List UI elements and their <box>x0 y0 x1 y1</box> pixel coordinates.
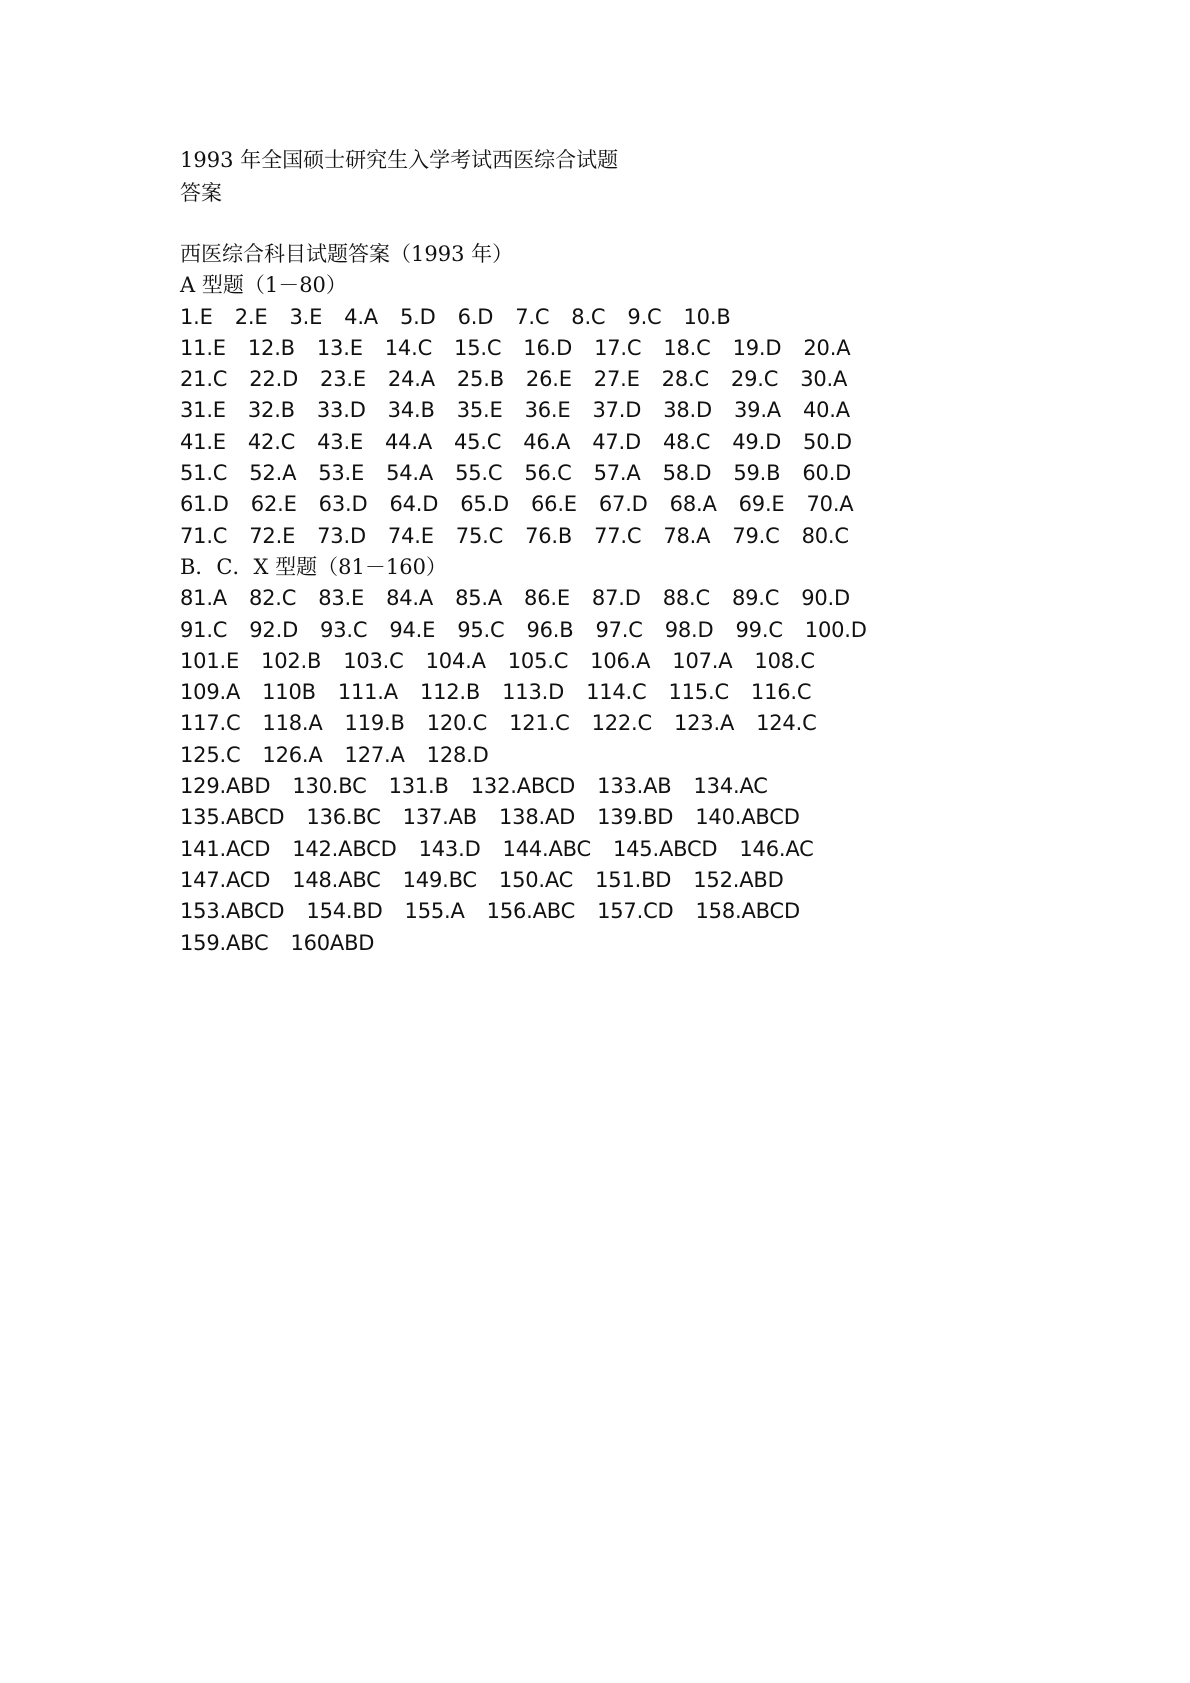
document-content <box>180 144 1080 959</box>
answer-item: 86.E <box>524 586 570 611</box>
answer-item: 30.A <box>800 367 848 392</box>
answer-item: 49.D <box>732 429 782 454</box>
answer-item: 133.AB <box>597 774 672 799</box>
answer-item: 91.C <box>180 617 228 642</box>
answer-item: 142.ABCD <box>292 836 397 861</box>
answer-item: 101.E <box>180 648 240 673</box>
answer-item: 12.B <box>247 335 295 360</box>
answer-item: 62.E <box>250 492 297 517</box>
answer-item: 131.B <box>388 774 449 799</box>
answer-item: 107.A <box>672 648 733 673</box>
answer-item: 94.E <box>389 617 436 642</box>
answer-item: 84.A <box>386 586 434 611</box>
answer-item: 83.E <box>318 586 365 611</box>
answer-item: 29.C <box>730 367 779 392</box>
answer-item: 36.E <box>524 398 571 423</box>
answer-item: 159.ABC <box>180 930 269 955</box>
section-a-answers <box>180 302 1080 552</box>
answer-item: 87.D <box>591 586 641 611</box>
answer-item: 50.D <box>803 429 852 454</box>
answer-item: 113.D <box>502 680 565 705</box>
answer-item: 3.E <box>289 304 323 329</box>
answer-item: 151.BD <box>595 867 672 892</box>
answer-item: 93.C <box>320 617 368 642</box>
answer-key-subtitle: 西医综合科目试题答案（1993 年） <box>180 242 514 266</box>
answer-item: 8.C <box>571 304 606 329</box>
answer-item: 14.C <box>384 335 433 360</box>
answer-item: 78.A <box>663 523 711 548</box>
answer-item: 108.C <box>754 648 815 673</box>
answer-item: 72.E <box>249 523 296 548</box>
document-title: 1993 年全国硕士研究生入学考试西医综合试题 <box>180 148 619 172</box>
answer-item: 32.B <box>247 398 295 423</box>
answer-item: 158.ABCD <box>695 899 800 924</box>
answer-item: 134.AC <box>693 774 768 799</box>
answer-item: 48.C <box>663 429 711 454</box>
answer-item: 140.ABCD <box>695 805 800 830</box>
answer-item: 121.C <box>509 711 570 736</box>
answer-item: 65.D <box>460 492 509 517</box>
answer-item: 137.AB <box>402 805 478 830</box>
answer-item: 16.D <box>523 335 573 360</box>
answer-item: 10.B <box>683 304 731 329</box>
answer-item: 57.A <box>593 461 641 486</box>
answer-item: 59.B <box>733 461 781 486</box>
answer-item: 119.B <box>344 711 405 736</box>
answer-item: 127.A <box>344 742 405 767</box>
answer-item: 109.A <box>180 680 241 705</box>
answer-item: 149.BC <box>402 867 477 892</box>
answer-item: 76.B <box>525 523 573 548</box>
section-bcx-answers <box>180 583 1080 959</box>
answer-item: 150.AC <box>498 867 574 892</box>
answer-item: 55.C <box>455 461 503 486</box>
answer-item: 132.ABCD <box>470 774 576 799</box>
answer-item: 92.D <box>249 617 299 642</box>
answer-item: 41.E <box>180 429 226 454</box>
answer-row <box>180 302 1080 333</box>
answer-item: 52.A <box>249 461 297 486</box>
answer-item: 27.E <box>593 367 640 392</box>
answer-item: 6.D <box>457 304 494 329</box>
answer-item: 42.C <box>247 429 296 454</box>
answer-item: 129.ABD <box>180 774 271 799</box>
answer-row <box>180 489 1080 520</box>
answer-item: 114.C <box>586 680 647 705</box>
answer-item: 77.C <box>594 523 642 548</box>
answer-item: 38.D <box>663 398 712 423</box>
answer-item: 135.ABCD <box>180 805 285 830</box>
answer-item: 11.E <box>180 335 226 360</box>
answer-row <box>180 771 1080 802</box>
answer-item: 4.A <box>344 304 378 329</box>
answer-item: 116.C <box>750 680 812 705</box>
answer-item: 61.D <box>180 492 229 517</box>
answer-item: 68.A <box>669 492 717 517</box>
answer-item: 126.A <box>262 742 323 767</box>
answer-item: 106.A <box>590 648 651 673</box>
answer-item: 51.C <box>180 461 228 486</box>
answer-item: 80.C <box>801 523 849 548</box>
answer-item: 95.C <box>457 617 505 642</box>
answer-item: 20.A <box>803 335 851 360</box>
answer-item: 66.E <box>531 492 577 517</box>
answer-row <box>180 395 1080 426</box>
answer-item: 64.D <box>389 492 439 517</box>
answer-item: 100.D <box>804 617 867 642</box>
answer-item: 89.C <box>731 586 780 611</box>
answer-item: 152.ABD <box>693 867 784 892</box>
answer-item: 44.A <box>385 429 432 454</box>
document-title-line2: 答案 <box>180 181 222 205</box>
answer-row <box>180 521 1080 552</box>
answer-item: 139.BD <box>597 805 674 830</box>
answer-item: 148.ABC <box>292 867 381 892</box>
answer-item: 97.C <box>595 617 643 642</box>
answer-row <box>180 928 1080 959</box>
answer-item: 147.ACD <box>180 867 271 892</box>
answer-item: 21.C <box>180 367 228 392</box>
answer-item: 33.D <box>316 398 366 423</box>
answer-row <box>180 333 1080 364</box>
answer-item: 153.ABCD <box>180 899 285 924</box>
spacer <box>180 210 1080 239</box>
answer-item: 115.C <box>668 680 729 705</box>
answer-item: 45.C <box>453 429 502 454</box>
answer-item: 39.A <box>734 398 781 423</box>
answer-item: 122.C <box>591 711 652 736</box>
answer-item: 5.D <box>399 304 436 329</box>
answer-item: 74.E <box>387 523 434 548</box>
answer-item: 46.A <box>523 429 571 454</box>
answer-item: 136.BC <box>306 805 381 830</box>
answer-row <box>180 646 1080 677</box>
answer-item: 102.B <box>261 648 322 673</box>
answer-row <box>180 865 1080 896</box>
answer-item: 90.D <box>801 586 851 611</box>
answer-item: 13.E <box>316 335 363 360</box>
section-bcx-heading: B．C．X 型题（81－160） <box>180 554 447 579</box>
answer-item: 124.C <box>756 711 817 736</box>
answer-item: 15.C <box>454 335 502 360</box>
answer-item: 82.C <box>248 586 297 611</box>
answer-item: 144.ABC <box>502 836 591 861</box>
answer-item: 145.ABCD <box>612 836 718 861</box>
answer-row <box>180 677 1080 708</box>
answer-item: 31.E <box>180 398 226 423</box>
answer-item: 117.C <box>180 711 241 736</box>
answer-row <box>180 427 1080 458</box>
answer-item: 2.E <box>234 304 268 329</box>
answer-item: 79.C <box>732 523 780 548</box>
answer-item: 112.B <box>419 680 481 705</box>
answer-item: 9.C <box>627 304 662 329</box>
answer-item: 17.C <box>594 335 642 360</box>
answer-item: 19.D <box>732 335 782 360</box>
answer-row <box>180 802 1080 833</box>
answer-item: 99.C <box>735 617 783 642</box>
answer-item: 69.E <box>738 492 785 517</box>
answer-row <box>180 834 1080 865</box>
answer-item: 40.A <box>802 398 850 423</box>
answer-item: 104.A <box>425 648 486 673</box>
answer-item: 103.C <box>343 648 404 673</box>
answer-item: 146.AC <box>739 836 814 861</box>
answer-item: 125.C <box>180 742 241 767</box>
answer-item: 28.C <box>661 367 709 392</box>
answer-row <box>180 364 1080 395</box>
answer-item: 34.B <box>387 398 435 423</box>
answer-item: 26.E <box>525 367 572 392</box>
answer-item: 60.D <box>802 461 852 486</box>
answer-row <box>180 740 1080 771</box>
answer-item: 47.D <box>592 429 641 454</box>
answer-item: 128.D <box>426 742 489 767</box>
answer-item: 96.B <box>526 617 574 642</box>
answer-item: 37.D <box>592 398 642 423</box>
answer-item: 63.D <box>318 492 368 517</box>
answer-item: 157.CD <box>597 899 674 924</box>
answer-item: 81.A <box>180 586 227 611</box>
answer-item: 70.A <box>806 492 854 517</box>
section-a-heading: A 型题（1－80） <box>180 273 347 298</box>
answer-item: 73.D <box>317 523 366 548</box>
answer-item: 43.E <box>317 429 364 454</box>
answer-item: 7.C <box>515 304 550 329</box>
answer-item: 67.D <box>598 492 648 517</box>
answer-item: 54.A <box>386 461 434 486</box>
answer-item: 88.C <box>662 586 710 611</box>
answer-item: 22.D <box>249 367 299 392</box>
answer-item: 18.C <box>663 335 711 360</box>
answer-item: 160ABD <box>290 930 375 955</box>
answer-item: 24.A <box>387 367 435 392</box>
answer-item: 123.A <box>673 711 735 736</box>
answer-item: 23.E <box>320 367 366 392</box>
answer-item: 111.A <box>337 680 398 705</box>
answer-item: 154.BD <box>306 899 383 924</box>
answer-item: 98.D <box>664 617 714 642</box>
answer-item: 120.C <box>426 711 488 736</box>
answer-item: 85.A <box>455 586 503 611</box>
answer-item: 143.D <box>418 836 481 861</box>
answer-item: 130.BC <box>292 774 367 799</box>
answer-item: 138.AD <box>499 805 576 830</box>
answer-item: 110B <box>262 680 316 705</box>
answer-item: 118.A <box>262 711 323 736</box>
answer-item: 35.E <box>456 398 503 423</box>
answer-item: 155.A <box>404 899 465 924</box>
answer-item: 25.B <box>456 367 504 392</box>
answer-item: 53.E <box>318 461 365 486</box>
answer-item: 75.C <box>455 523 504 548</box>
answer-item: 141.ACD <box>180 836 271 861</box>
answer-item: 1.E <box>180 304 213 329</box>
answer-row <box>180 708 1080 739</box>
answer-item: 71.C <box>180 523 228 548</box>
answer-item: 105.C <box>507 648 569 673</box>
answer-row <box>180 896 1080 927</box>
answer-row <box>180 615 1080 646</box>
answer-item: 156.ABC <box>486 899 576 924</box>
answer-item: 58.D <box>662 461 712 486</box>
answer-item: 56.C <box>524 461 572 486</box>
answer-row <box>180 458 1080 489</box>
answer-row <box>180 583 1080 614</box>
